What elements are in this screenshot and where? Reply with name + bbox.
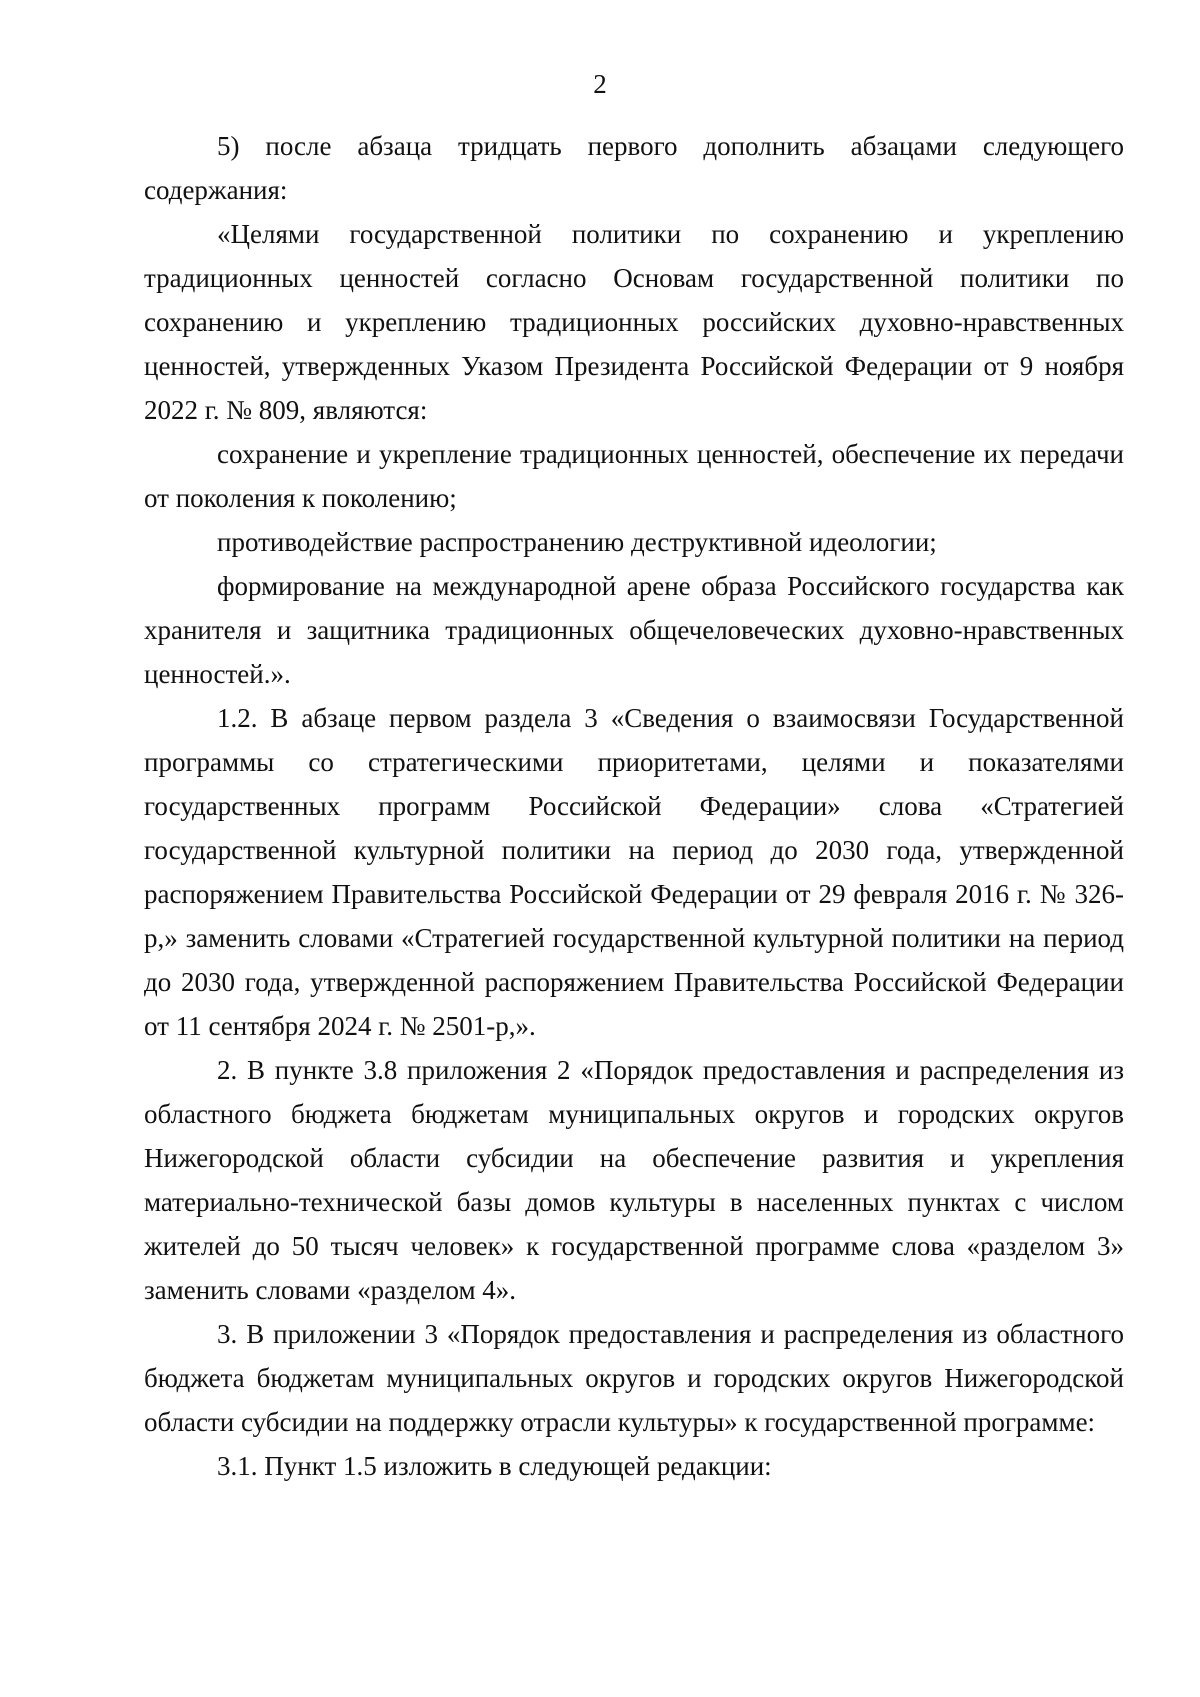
- paragraph-amendment-5: 5) после абзаца тридцать первого дополнить абзацами следующего содержания:: [144, 131, 1124, 205]
- paragraph-policy-goals-intro: «Целями государственной политики по сохранению и укреплению традиционных ценностей согласно Основам государственной политики по сохранению и укреплению традиционных российских духовно-нравственных ценностей, утвержденных Указом Президента Российской Федерации от 9 ноября 2022 г. № 809, являются:: [144, 219, 1124, 425]
- paragraph-item-3: 3. В приложении 3 «Порядок предоставления и распределения из областного бюджета бюджетам муниципальных округов и городских округов Нижегородской области субсидии на поддержку отрасли культуры» к государственной программе:: [144, 1319, 1124, 1437]
- paragraph-item-2: 2. В пункте 3.8 приложения 2 «Порядок предоставления и распределения из областного бюджета бюджетам муниципальных округов и городских округов Нижегородской области субсидии на обеспечение развития и укрепления материально-технической базы домов культуры в населенных пунктах с числом жителей до 50 тысяч человек» к государственной программе слова «разделом 3» заменить словами «разделом 4».: [144, 1055, 1124, 1305]
- paragraph-item-1-2: 1.2. В абзаце первом раздела 3 «Сведения о взаимосвязи Государственной программы со стратегическими приоритетами, целями и показателями государственных программ Российской Федерации» слова «Стратегией государственной культурной политики на период до 2030 года, утвержденной распоряжением Правительства Российской Федерации от 29 февраля 2016 г. № 326-р,» заменить словами «Стратегией государственной культурной политики на период до 2030 года, утвержденной распоряжением Правительства Российской Федерации от 11 сентября 2024 г. № 2501-р,».: [144, 703, 1124, 1041]
- document-body: [144, 124, 1124, 1488]
- paragraph-item-3-1: 3.1. Пункт 1.5 изложить в следующей редакции:: [217, 1451, 772, 1481]
- paragraph-goal-counteraction: противодействие распространению деструктивной идеологии;: [217, 527, 937, 557]
- page-number: 2: [593, 69, 607, 99]
- paragraph-goal-preservation: сохранение и укрепление традиционных ценностей, обеспечение их передачи от поколения к поколению;: [144, 439, 1124, 513]
- paragraph-goal-international-image: формирование на международной арене образа Российского государства как хранителя и защитника традиционных общечеловеческих духовно-нравственных ценностей.».: [144, 571, 1124, 689]
